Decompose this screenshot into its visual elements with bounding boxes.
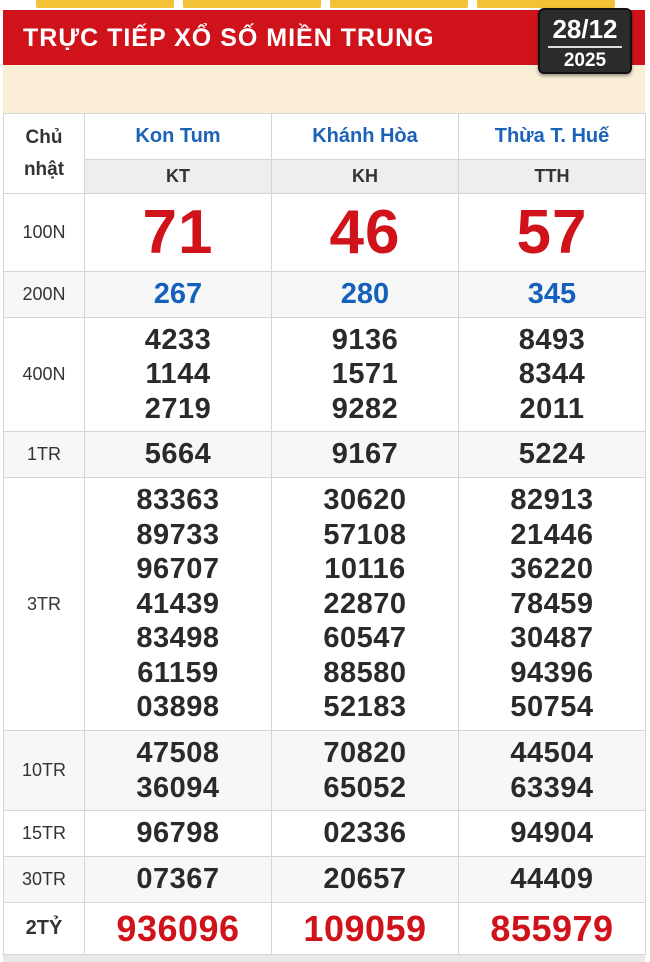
prize-number: 36220: [510, 553, 594, 586]
prize-number-group: [85, 318, 272, 432]
prize-number: 50754: [510, 691, 594, 724]
prize-number: 70820: [323, 737, 407, 769]
prize-number: 03898: [136, 691, 220, 724]
prize-label: 10TR: [4, 731, 85, 811]
weekday-line-2: nhật: [23, 158, 65, 180]
prize-number: 65052: [323, 771, 407, 804]
jackpot-number: 109059: [272, 903, 459, 955]
weekday-line-1: Chủ: [25, 126, 63, 148]
prize-number: 96707: [136, 553, 220, 586]
prize-row-100n: [4, 194, 646, 272]
prize-number: 5664: [85, 432, 272, 478]
prize-number: 88580: [323, 656, 407, 689]
prize-number: 89733: [136, 518, 220, 551]
province-name[interactable]: Thừa T. Huế: [459, 114, 646, 160]
prize-number: 30487: [510, 622, 594, 655]
prize-label: 400N: [4, 318, 85, 432]
prize-number: 30620: [323, 484, 407, 517]
province-code: KH: [272, 160, 459, 194]
prize-number: 60547: [323, 622, 407, 655]
prize-number: 78459: [510, 587, 594, 620]
prize-row-special: [4, 903, 646, 955]
prize-row-200n: [4, 272, 646, 318]
bottom-strip: [3, 955, 645, 962]
prize-number: 9282: [331, 392, 399, 425]
province-code-row: [4, 160, 646, 194]
province-code: TTH: [459, 160, 646, 194]
banner-title: TRỰC TIẾP XỔ SỐ MIỀN TRUNG: [23, 24, 435, 52]
top-tab-2[interactable]: [183, 0, 321, 8]
prize-number: 47508: [136, 737, 220, 769]
prize-label: 2TỶ: [4, 903, 85, 955]
prize-number: 4233: [144, 323, 212, 356]
prize-number: 345: [459, 272, 646, 318]
weekday-cell: [4, 114, 85, 194]
prize-number: 2011: [519, 392, 585, 425]
prize-number: 94396: [510, 656, 594, 689]
prize-number: 94904: [459, 811, 646, 857]
province-code: KT: [85, 160, 272, 194]
prize-row-30tr: [4, 857, 646, 903]
date-divider: [548, 46, 622, 48]
date-badge: [538, 8, 632, 74]
prize-number: 36094: [136, 771, 220, 804]
prize-number: 22870: [323, 587, 407, 620]
prize-row-3tr: [4, 478, 646, 731]
prize-number: 9136: [331, 323, 399, 356]
prize-number: 1571: [331, 358, 399, 391]
prize-label: 30TR: [4, 857, 85, 903]
prize-number: 1144: [145, 358, 211, 391]
prize-number: 267: [85, 272, 272, 318]
prize-label: 200N: [4, 272, 85, 318]
prize-number-group: [459, 731, 646, 811]
prize-number-group: [85, 478, 272, 731]
prize-number: 46: [272, 194, 459, 272]
date-day: 28/12: [552, 14, 618, 44]
province-name[interactable]: Khánh Hòa: [272, 114, 459, 160]
prize-number: 63394: [510, 771, 594, 804]
prize-number: 83363: [136, 484, 220, 517]
prize-label: 3TR: [4, 478, 85, 731]
prize-number: 10116: [324, 553, 406, 586]
prize-number-group: [459, 318, 646, 432]
results-table: [3, 113, 646, 955]
prize-number: 83498: [136, 622, 220, 655]
prize-number: 2719: [144, 392, 212, 425]
prize-number: 82913: [510, 484, 594, 517]
prize-number: 57: [459, 194, 646, 272]
prize-number: 8493: [518, 323, 586, 356]
prize-number: 52183: [323, 691, 407, 724]
prize-number: 41439: [136, 587, 220, 620]
prize-number: 280: [272, 272, 459, 318]
prize-number-group: [85, 731, 272, 811]
prize-row-15tr: [4, 811, 646, 857]
province-name-row: [4, 114, 646, 160]
jackpot-number: 855979: [459, 903, 646, 955]
prize-number-group: [272, 318, 459, 432]
top-tab-3[interactable]: [330, 0, 468, 8]
prize-number: 20657: [272, 857, 459, 903]
prize-number: 02336: [272, 811, 459, 857]
prize-number: 44504: [510, 737, 594, 769]
date-year: 2025: [563, 50, 607, 71]
prize-number: 61159: [137, 656, 219, 689]
prize-number-group: [459, 478, 646, 731]
prize-row-10tr: [4, 731, 646, 811]
prize-number: 21446: [510, 518, 594, 551]
prize-number: 8344: [518, 358, 586, 391]
prize-label: 15TR: [4, 811, 85, 857]
prize-label: 1TR: [4, 432, 85, 478]
prize-number: 07367: [85, 857, 272, 903]
prize-number: 96798: [85, 811, 272, 857]
prize-number-group: [272, 478, 459, 731]
prize-number: 44409: [459, 857, 646, 903]
province-name[interactable]: Kon Tum: [85, 114, 272, 160]
prize-row-400n: [4, 318, 646, 432]
top-tab-4[interactable]: [477, 0, 615, 8]
prize-row-1tr: [4, 432, 646, 478]
prize-number: 71: [85, 194, 272, 272]
prize-number-group: [272, 731, 459, 811]
prize-number: 57108: [323, 518, 407, 551]
prize-number: 9167: [272, 432, 459, 478]
top-tab-1[interactable]: [36, 0, 174, 8]
jackpot-number: 936096: [85, 903, 272, 955]
prize-label: 100N: [4, 194, 85, 272]
prize-number: 5224: [459, 432, 646, 478]
